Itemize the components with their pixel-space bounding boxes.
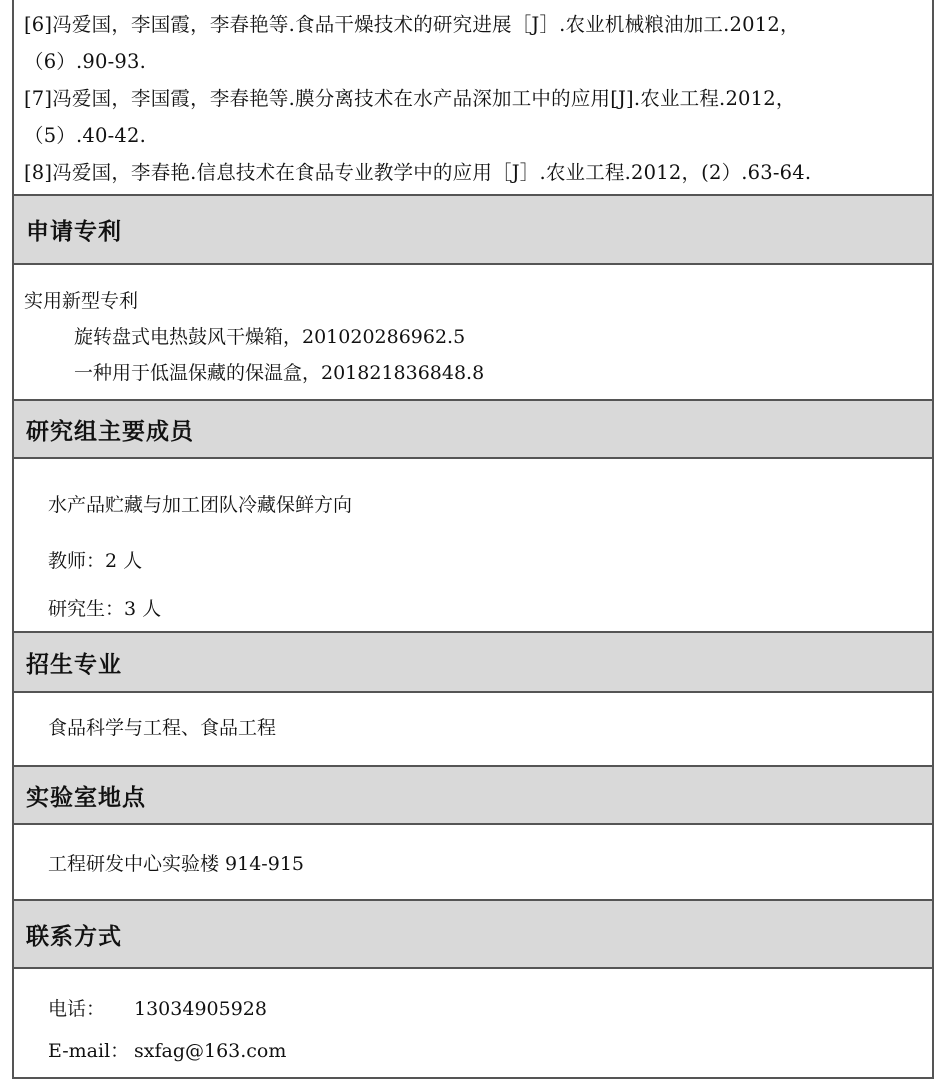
email-label: E-mail： bbox=[48, 1040, 130, 1062]
patent-item: 一种用于低温保藏的保温盒，201821836848.8 bbox=[74, 362, 485, 384]
patent-item: 旋转盘式电热鼓风干燥箱，201020286962.5 bbox=[74, 326, 466, 348]
reference-line: [8]冯爱国，李春艳.信息技术在食品专业教学中的应用［J］.农业工程.2012，(2）.63-64. bbox=[24, 161, 812, 184]
phone-row bbox=[48, 991, 932, 1033]
student-count: 研究生：3 人 bbox=[48, 598, 162, 620]
reference-line: （6）.90-93. bbox=[24, 50, 147, 73]
teacher-count: 教师：2 人 bbox=[48, 550, 143, 572]
reference-line: [6]冯爱国，李国霞，李春艳等.食品干燥技术的研究进展［J］.农业机械粮油加工.2012， bbox=[24, 13, 800, 36]
members-section bbox=[14, 459, 932, 631]
lab-location: 工程研发中心实验楼 914-915 bbox=[48, 853, 304, 875]
email-address: sxfag@163.com bbox=[134, 1040, 287, 1062]
majors-text: 食品科学与工程、食品工程 bbox=[48, 717, 277, 739]
contact-section bbox=[14, 969, 932, 1077]
lab-heading: 实验室地点 bbox=[14, 765, 932, 825]
reference-line: （5）.40-42. bbox=[24, 124, 147, 147]
contact-heading: 联系方式 bbox=[14, 899, 932, 969]
patents-heading: 申请专利 bbox=[14, 194, 932, 265]
patent-category: 实用新型专利 bbox=[24, 290, 139, 312]
lab-section bbox=[14, 825, 932, 899]
reference-line: [7]冯爱国，李国霞，李春艳等.膜分离技术在水产品深加工中的应用[J].农业工程.2012， bbox=[24, 87, 796, 110]
phone-number: 13034905928 bbox=[134, 998, 267, 1020]
members-heading: 研究组主要成员 bbox=[14, 399, 932, 459]
phone-label: 电话： bbox=[48, 998, 106, 1020]
patents-section bbox=[14, 265, 932, 399]
majors-heading: 招生专业 bbox=[14, 631, 932, 693]
email-row bbox=[48, 1033, 932, 1075]
team-name: 水产品贮藏与加工团队冷藏保鲜方向 bbox=[48, 494, 353, 516]
majors-section bbox=[14, 693, 932, 765]
document-table bbox=[12, 0, 934, 1079]
references-list bbox=[14, 0, 932, 194]
